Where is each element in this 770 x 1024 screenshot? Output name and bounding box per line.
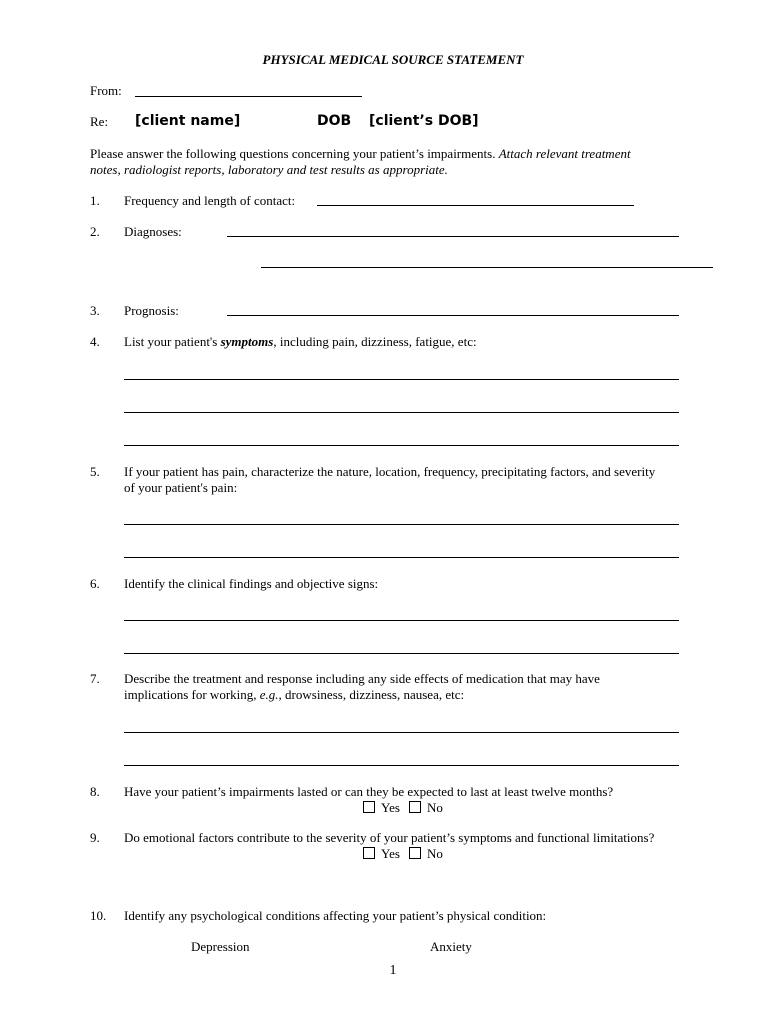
- intro-italic-1: Attach relevant treatment: [498, 146, 631, 161]
- no-label: No: [427, 846, 443, 861]
- question-8-yes-option[interactable]: [363, 800, 400, 816]
- question-2-number: 2.: [90, 224, 100, 239]
- question-5-text-line-1: If your patient has pain, characterize the nature, location, frequency, precipitating factors, and severity: [124, 464, 656, 479]
- question-10-text: Identify any psychological conditions affecting your patient’s physical condition:: [124, 908, 547, 923]
- question-2-answer-line[interactable]: [261, 267, 713, 268]
- question-4-number: 4.: [90, 334, 100, 349]
- question-3-number: 3.: [90, 303, 100, 318]
- question-7-emphasis: e.g.: [259, 687, 279, 702]
- question-5-answer-line[interactable]: [124, 557, 679, 558]
- question-6-number: 6.: [90, 576, 100, 591]
- question-4-emphasis: symptoms: [220, 334, 274, 349]
- question-2-answer-line[interactable]: [227, 236, 679, 237]
- checkbox-icon[interactable]: [363, 801, 375, 813]
- condition-depression: Depression: [191, 939, 250, 954]
- question-9-text: Do emotional factors contribute to the severity of your patient’s symptoms and functional limitations?: [124, 830, 655, 845]
- intro-line-1: [90, 146, 631, 162]
- question-4-answer-line[interactable]: [124, 445, 679, 446]
- question-8-number: 8.: [90, 784, 100, 799]
- no-label: No: [427, 800, 443, 815]
- client-dob: [client’s DOB]: [369, 113, 479, 129]
- question-1-answer-line[interactable]: [317, 205, 634, 206]
- question-4-text: [124, 334, 477, 350]
- question-10-number: 10.: [90, 908, 107, 923]
- question-3-text: Prognosis:: [124, 303, 179, 318]
- question-7-text-line-1: Describe the treatment and response including any side effects of medication that may have: [124, 671, 600, 686]
- checkbox-icon[interactable]: [363, 847, 375, 859]
- question-6-answer-line[interactable]: [124, 653, 679, 654]
- question-7-answer-line[interactable]: [124, 732, 679, 733]
- question-7-answer-line[interactable]: [124, 765, 679, 766]
- question-7-number: 7.: [90, 671, 100, 686]
- question-3-answer-line[interactable]: [227, 315, 679, 316]
- question-8-no-option[interactable]: [409, 800, 443, 816]
- intro-italic-2: notes, radiologist reports, laboratory and test results as appropriate.: [90, 162, 448, 177]
- question-4-answer-line[interactable]: [124, 412, 679, 413]
- question-6-text: Identify the clinical findings and objective signs:: [124, 576, 379, 591]
- page-title: PHYSICAL MEDICAL SOURCE STATEMENT: [262, 52, 524, 67]
- question-5-number: 5.: [90, 464, 100, 479]
- checkbox-icon[interactable]: [409, 801, 421, 813]
- yes-label: Yes: [381, 800, 400, 815]
- question-5-answer-line[interactable]: [124, 524, 679, 525]
- question-7-text-post: , drowsiness, dizziness, nausea, etc:: [278, 687, 465, 702]
- condition-anxiety: Anxiety: [430, 939, 472, 954]
- question-1-number: 1.: [90, 193, 100, 208]
- from-label: From:: [90, 83, 122, 98]
- from-field[interactable]: [135, 96, 362, 97]
- page-number: 1: [389, 963, 397, 978]
- question-9-no-option[interactable]: [409, 846, 443, 862]
- re-label: Re:: [90, 114, 109, 129]
- question-7-text-pre: implications for working,: [124, 687, 260, 702]
- client-name: [client name]: [135, 113, 241, 129]
- question-4-text-pre: List your patient's: [124, 334, 221, 349]
- yes-label: Yes: [381, 846, 400, 861]
- question-1-text: Frequency and length of contact:: [124, 193, 296, 208]
- question-4-answer-line[interactable]: [124, 379, 679, 380]
- question-4-text-post: , including pain, dizziness, fatigue, etc:: [273, 334, 477, 349]
- question-8-text: Have your patient’s impairments lasted or can they be expected to last at least twelve months?: [124, 784, 614, 799]
- checkbox-icon[interactable]: [409, 847, 421, 859]
- question-7-text-line-2: [124, 687, 464, 703]
- question-5-text-line-2: of your patient's pain:: [124, 480, 238, 495]
- question-6-answer-line[interactable]: [124, 620, 679, 621]
- intro-text: Please answer the following questions concerning your patient’s impairments.: [90, 146, 499, 161]
- question-2-text: Diagnoses:: [124, 224, 182, 239]
- question-9-yes-option[interactable]: [363, 846, 400, 862]
- dob-label: DOB: [317, 113, 352, 129]
- question-9-number: 9.: [90, 830, 100, 845]
